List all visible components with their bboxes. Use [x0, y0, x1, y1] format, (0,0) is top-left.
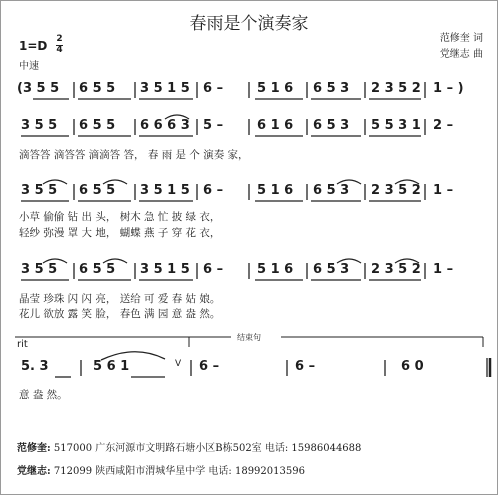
measure: 6 – — [203, 262, 224, 277]
key-signature: 1=D — [19, 39, 48, 53]
measure: 3 5 5 — [21, 183, 58, 198]
measure: 6 5 3 — [313, 118, 350, 133]
measure: 2 3 5 2 — [371, 183, 421, 198]
measure: 6 5 3 — [313, 262, 350, 277]
measure: 5 6 1 — [93, 359, 130, 374]
measure: 5. 3 — [21, 359, 49, 374]
lyrics-line: 滴答答 滴答答 滴滴答 答， 春 雨 是 个 演奏 家， — [19, 149, 249, 161]
lyricist-credit: 范修奎 词 — [439, 33, 483, 44]
footer-contact-lyricist — [17, 439, 361, 454]
measure: 6 – — [295, 359, 316, 374]
lyrics-verse-2: 花儿 欲放 露 笑 脸， 春色 满 园 意 盎 然。 — [19, 308, 221, 320]
ending-label: 结束句 — [237, 333, 261, 342]
measure: 2 3 5 2 — [371, 262, 421, 277]
contact-details: 517000 广东河源市文明路石塘小区B栋502室 电话: 15986044688 — [53, 443, 362, 454]
music-row-1 — [15, 80, 491, 102]
measure: 2 – — [433, 118, 454, 133]
measure: 3 5 1 5 — [140, 262, 190, 277]
music-row-5 — [15, 358, 491, 380]
contact-name: 党继志: — [17, 466, 51, 477]
measure: 5 1 6 — [257, 81, 294, 96]
measure: 3 5 5 — [21, 118, 58, 133]
lyrics-line: 意 盎 然。 — [19, 389, 68, 401]
contact-name: 范修奎: — [17, 443, 51, 454]
lyrics-verse-2: 轻纱 弥漫 罩 大 地， 蝴蝶 燕 子 穿 花 衣， — [19, 227, 221, 239]
measure: 6 – — [203, 183, 224, 198]
contact-details: 712099 陕西咸阳市渭城华星中学 电话: 18992013596 — [53, 466, 305, 477]
measure: (3 5 5 — [17, 81, 60, 96]
measure: 3 5 1 5 — [140, 183, 190, 198]
breath-mark: V — [175, 359, 182, 369]
measure: 6 6 6 3 — [140, 118, 190, 133]
measure: 2 3 5 2 — [371, 81, 421, 96]
measure: 6 1 6 — [257, 118, 294, 133]
time-signature-top: 2 — [56, 34, 63, 44]
measure: 3 5 5 — [21, 262, 58, 277]
music-row-2 — [15, 117, 491, 139]
measure: 3 5 1 5 — [140, 81, 190, 96]
lyrics-verse-1: 小草 偷偷 钻 出 头， 树木 急 忙 披 绿 衣， — [19, 211, 221, 223]
measure: 6 0 — [401, 359, 424, 374]
measure: 1 – — [433, 262, 454, 277]
music-row-4 — [15, 261, 491, 283]
measure: 5 – — [203, 118, 224, 133]
composer-credit: 党继志 曲 — [439, 49, 483, 60]
ending-bracket — [1, 329, 499, 359]
measure: 6 5 3 — [313, 183, 350, 198]
measure: 1 – ) — [433, 81, 464, 96]
music-row-3 — [15, 182, 491, 204]
measure: 6 5 5 — [79, 262, 116, 277]
measure: 1 – — [433, 183, 454, 198]
time-signature-bottom: 4 — [56, 45, 63, 55]
measure: 6 – — [199, 359, 220, 374]
measure: 5 1 6 — [257, 183, 294, 198]
measure: 6 5 3 — [313, 81, 350, 96]
rit-marking: rit — [17, 339, 28, 350]
measure: 5 1 6 — [257, 262, 294, 277]
footer-contact-composer — [17, 462, 305, 477]
measure: 6 – — [203, 81, 224, 96]
measure: 6 5 5 — [79, 183, 116, 198]
time-signature — [56, 35, 63, 55]
measure: 5 5 3 1 — [371, 118, 421, 133]
tempo-marking: 中速 — [19, 61, 39, 72]
measure: 6 5 5 — [79, 81, 116, 96]
song-title: 春雨是个演奏家 — [189, 14, 309, 34]
lyrics-verse-1: 晶莹 珍珠 闪 闪 亮， 送给 可 爱 春 姑 娘。 — [19, 293, 221, 305]
measure: 6 5 5 — [79, 118, 116, 133]
